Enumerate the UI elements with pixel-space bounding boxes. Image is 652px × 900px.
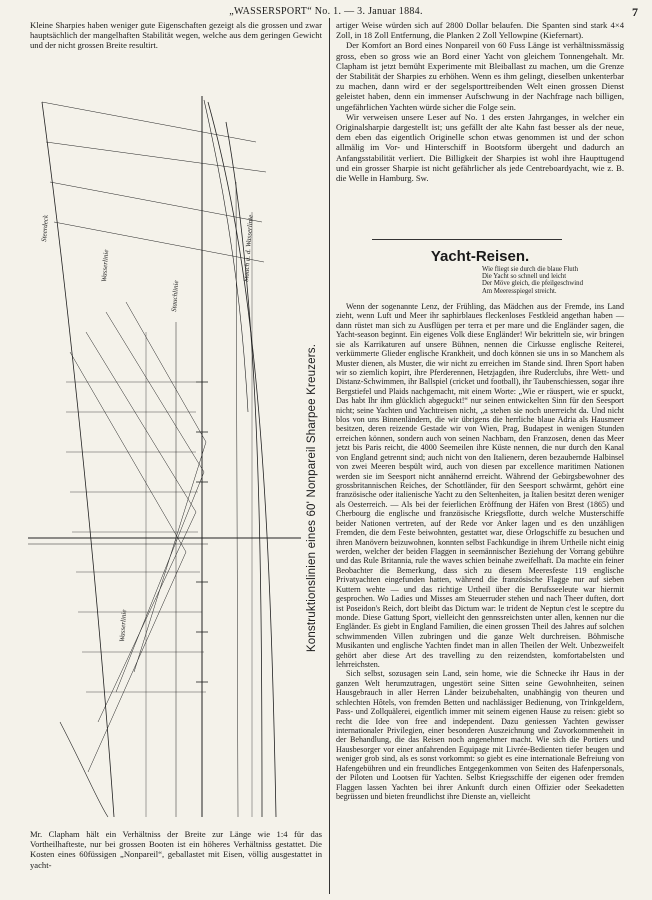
figure-label: Stauchlinie: [170, 280, 181, 313]
figure-label: Wasserlinie: [118, 609, 129, 643]
hull-curve-outer: [208, 102, 276, 817]
hull-curve-inner: [226, 122, 262, 817]
epigraph-line: Wie fliegt sie durch die blaue Fluth: [482, 266, 578, 273]
epigraph-line: Am Meeresspiegel streicht.: [482, 287, 557, 295]
paragraph: Wir verweisen unsere Leser auf No. 1 des ersten Jahrganges, in welcher ein Originalsharpie dargestellt ist; uns gefällt der alte Kahn fast besser als der neue, dem eben das eigentlich Originelle schon etwas genommen ist und der schon allmälig im Vor- und Hinterschiff in Bootsform übergeht und dadurch an Anfangsstabilität verliert. Die Billigkeit der Sharpies ist wohl ihre Haupttugend und ein grosser Sharpie ist nicht gefährlicher als jede Centreboardyacht, wie z. B. die Welle in Hamburg. Sw.: [336, 111, 624, 184]
right-top-text: [336, 20, 624, 183]
hull-sheer-line: [42, 102, 114, 817]
section-separator: [372, 239, 562, 240]
epigraph-line: Der Möve gleich, die pfeilgeschwind: [482, 280, 583, 288]
publication-title: „WASSERSPORT“ No. 1. — 3. Januar 1884.: [229, 6, 423, 17]
lines-plan-svg: [26, 82, 326, 822]
paragraph: Sich selbst, sozusagen sein Land, sein home, wie die Schnecke ihr Haus in der ganzen Welt herumzutragen, ungestört seine Sitten seine Gewohnheiten, seinen Hausgebrauch in aller Herren Länder beizubehalten, unabhängig von theuren und schlechten Hôtels, von fremden Betten und nachlässiger Bedienung, von Trinkgeldern, Pass- und Zollquälerei, eigentlich immer mit seinem eigenen Hause zu reisen: giebt so recht die Idee von free and independent. Dazu geniessen Yachten gewisser internationaler Privilegien, einer besonderen Auszeichnung und Zuvorkommenheit in der Behandlung, die das Reisen noch angenehmer macht. Wie sich die Portiers und Hausbesorger vor einer anfahrenden Equipage mit Livrée-Bedienten tiefer beugen und weniger grob sind, als es sonst vorkommt: so giebt es eine internationale Befreiung von Hafengebühren und ein freundliches Entgegenkommen von Seiten des Hafenpersonals, der Piloten und Lootsen für Yachten. Selbst Kriegsschiffe der eigenen oder fremden Flaggen lassen Yachten bei ihrer Ankunft durch einen Offizier oder Seekadetten begrüssen und bieten freundlichst ihre Dienste an, vielleicht: [336, 669, 624, 801]
right-bottom-text: [336, 302, 624, 801]
figure-label: Wasserlinie: [100, 249, 111, 283]
paragraph: Wenn der sogenannte Lenz, der Frühling, das Mädchen aus der Fremde, ins Land zieht, wenn Luft und Meer ihr saphirblaues fleckenloses Festkleid angethan haben — dann rüstet man sich zu Ausflügen per terra et per mare und die Engländer sagen, die Yacht-season beginnt. Ein eigenes Volk diese Engländer! Wir bekritteln sie, wir bringen sie als Karrikaturen auf unsere Bühnen, nennen die Cirkusse englische Reiterei, verkümmerte Glieder englische Krankheit, und doch können sie uns in so Manchem als Muster dienen, als Muster, die wir nicht zu erreichen im Stande sind. Ihren Sport haben wir so ziemlich kopirt, ihre Pferderennen, Hetzjagden, ihre Ruderclubs, ihre Wett- und Distanz-Schwimmen, ihr Ballspiel (cricket und football), ihr Taubenschiessen, sogar ihre Bergstiefel und Plaids nachgemacht, mit einem Worte: „Wie er räuspert, wie er spuckt, Das habt Ihr ihm glücklich abgeguckt!“ nur seinen entwickelten Sinn für den Seesport nicht; seine Yachten und Yachtreisen nicht, „a stehen sie noch unerreicht da. Und nicht blos von uns Binnenländern, die wir übrigens die herrliche blaue Adria als Hausmeer besitzen, deren reizende Gestade wir von Wien, Prag, Budapest in wenigen Stunden erreichen können, sondern auch von seinen Nachbarn, den Franzosen, denen das Meer jetzt bis Paris reicht, die 4000 Seemeilen ihre Küste nennen, die nur durch den Kanal von England getrennt sind; auch nicht von den Italienern, deren bezaubernde Halbinsel von zwei Meeren bespült wird, auch von diesen par excellence maritimen Nationen werden sie im Seesport nicht annähernd erreicht. Während der Gebirgsbewohner des grossbritannischen Reiches, der Schottländer, für den Seesport schwärmt, gehört eine französische oder italienische Yacht zu den Seltenheiten, ja Italien besitzt deren weniger als Oesterreich. — Als bei der feierlichen Eröffnung der Häfen von Brest (1865) und Cherbourg die englische und französische Kriegsflotte, durch welche Musterschiffe beider Nationen vertreten, auf der Rede vor Anker lagen und es den unzähligen Fremden, die dem Feste beiwohnten, gestattet war, diese Orlogschiffe zu besuchen und ihren Manövern beizuwohnen, konnten selbst Fachkundige in ihrem Urtheile nicht einig werden, welcher der beiden Flaggen in seemännischer Beziehung der Vorrang gebühre und das Rule Britannia, rule the waves schien beinahe zweifelhaft. Da machte ein feiner Beobachter die Bemerkung, dass sich zu diesem Meeresfeste 119 englische Privatyachten eingefunden hatten, während die französische Flagge nur auf sieben Kuttern wehte — und das richtige Urtheil über die Berufsseeleute war hiermit gesprochen. Wo Ladies und Misses am Steuerruder stehen und nach Theer duften, dort ist Poseidon's Reich, dort bleibt das Dictum war: le trident de Neptun c'est le sceptre du monde. Diese Gattung Sport, vielleicht den gennssreichsten unter allen, kennen nur die Engländer. Es giebt in England Familien, die einen grossen Theil des Jahres auf solchen schwimmenden Villen zubringen und die ganze Welt durchreisen. Böhmische Musikanten und englische Yachten findet man in allen Theilen der Welt. Unbezweifelt gehört aber diese Art des travelling zu den reizendsten, komfortabelsten und lehrreichsten.: [336, 302, 624, 670]
page-number: 7: [632, 5, 638, 19]
epigraph-line: Die Yacht so schnell und leicht: [482, 273, 567, 281]
figure-caption: Konstruktionslinien eines 60' Nonpareil Sharpee Kreuzers.: [306, 343, 318, 653]
running-head: [12, 6, 640, 20]
figure-label: Steerdeck: [40, 214, 50, 243]
section-title: Yacht-Reisen.: [430, 248, 530, 265]
column-divider: [329, 18, 330, 894]
epigraph: [482, 266, 632, 295]
left-bottom-paragraph: Mr. Clapham hält ein Verhältniss der Breite zur Länge wie 1:4 für das Vortheilhafteste, nur bei grossen Booten ist ein höheres Verhältniss gestattet. Die Kosten eines 60füssigen „Nonpareil“, geballastet mit Eisen, völlig ausgestattet in yacht-: [30, 829, 322, 870]
paragraph: Der Komfort an Bord eines Nonpareil von 60 Fuss Länge ist verhältnissmässig gross, eben so gross wie an Bord einer Yacht von gleichem Tonnengehalt. Mr. Clapham ist jetzt bemüht Experimente mit Bleiballast zu machen, um die Grenze der Stabilität der Sharpies zu erhöhen. Wenn es ihm gelingt, dieselben unkenterbar zu machen, dann wird er der segelsporttreibenden Welt einen grossen Dienst geleistet haben, denn ein immenser Aufschwung in der Nachfrage nach billigen, ungefährlichen Yachten würde sicher die Folge sein.: [336, 40, 624, 112]
paragraph: artiger Weise würden sich auf 2800 Dollar belaufen. Die Spanten sind stark 4×4 Zoll, in 18 Zoll Entfernung, die Planken 2 Zoll Yellowpine (Kiefernart).: [336, 20, 624, 41]
left-top-paragraph: Kleine Sharpies haben weniger gute Eigenschaften gezeigt als die grossen und zwar hauptsächlich der mangelhaften Stabilität wegen, welche aus dem geringen Gewicht und der nicht grossen Breite resultirt.: [30, 20, 322, 51]
sharpie-construction-drawing: [26, 82, 326, 822]
figure-label: Stauch u. d. Wasserlinie: [242, 214, 255, 283]
